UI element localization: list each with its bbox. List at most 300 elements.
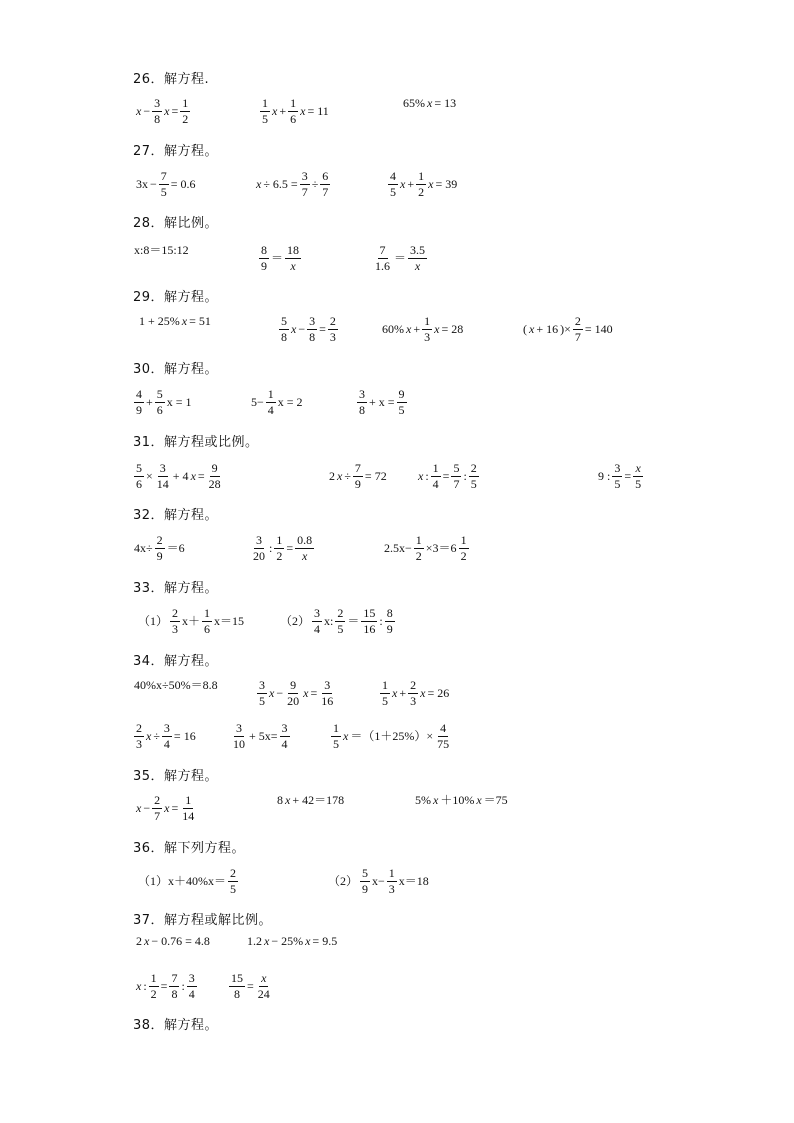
equation-text: = 0.6 [170,177,196,192]
equation-text: = [319,322,326,337]
equation-text: x [300,104,306,119]
equation-text: 1.2 [247,934,262,948]
question-title: 解方程或解比例。 [164,913,273,928]
fraction-denominator: 8 [281,329,287,344]
question-number: 26． [133,72,165,87]
equation-text: − 25% [271,934,304,948]
fraction-numerator: 3 [259,678,265,692]
fraction-denominator: 9 [354,476,361,491]
question-number: 38． [133,1018,165,1033]
fraction [388,170,398,198]
fraction-denominator: 4 [188,986,195,1001]
fraction [266,388,276,416]
fraction-denominator: 5 [259,693,265,708]
question-number: 37． [133,913,165,928]
fraction-numerator: 7 [171,971,178,985]
fraction-numerator: 2 [410,678,417,692]
equation-text: + 42＝178 [292,793,345,807]
fraction [360,867,370,895]
equation [372,244,428,272]
equation-text: ÷ 6.5 = [263,177,298,192]
equation-text: + 5x= [249,729,278,744]
fraction [312,607,322,635]
equation-text: × [146,469,153,484]
equation [133,388,193,416]
fraction [353,462,363,490]
equation-text: = 140 [584,322,613,337]
equation-text: + x = [369,395,395,410]
equation [328,462,388,490]
question-heading [133,212,218,231]
equation-text: x [337,469,343,484]
equation-text: ÷ [344,469,351,484]
fraction-numerator: x [635,461,641,475]
equation-text: = 11 [307,104,329,119]
fraction-numerator: 3 [309,314,316,328]
fraction-denominator: 16 [321,693,334,708]
fraction-denominator: 6 [290,111,297,126]
equation-text: 1 + 25% [139,314,180,328]
fraction-numerator: 1 [460,533,467,547]
fraction-denominator: 5 [337,621,344,636]
equation-text: x [427,96,433,110]
equation-text: x [529,322,535,337]
question-number: 36． [133,841,165,856]
fraction [387,867,397,895]
fraction-numerator: 1 [424,314,431,328]
fraction-numerator: 4 [136,387,142,401]
equation [250,388,304,416]
fraction [414,534,424,562]
fraction [373,244,392,272]
equation [255,170,331,198]
equation-text: − [143,104,151,119]
question-title: 解方程. [164,72,210,87]
equation-text: x [136,979,142,994]
equation [133,722,197,750]
fraction-numerator: 3.5 [410,243,426,257]
equation-text: 9 : [598,469,611,484]
equation-text: x [164,801,170,816]
fraction-denominator: 3 [329,329,336,344]
fraction-numerator: 7 [354,461,361,475]
fraction-denominator: 14 [156,476,169,491]
fraction-denominator: 5 [262,111,268,126]
equation-text: ＝75 [483,793,508,807]
fraction-denominator: 2 [182,111,189,126]
equation-text: + 16 [536,322,559,337]
equation-text: 8 [277,793,283,807]
fraction-numerator: 3 [163,721,170,735]
equation-text: 60% [382,322,404,337]
fraction-numerator: 9 [211,461,218,475]
fraction-denominator: 9 [386,621,393,636]
equation [133,244,190,256]
equation-text: ÷ [153,729,160,744]
question-title: 解比例。 [164,216,219,231]
fraction-numerator: 1 [382,678,388,692]
equation-text: x [146,729,152,744]
fraction [155,534,165,562]
fraction-denominator: 3 [388,881,395,896]
equation [133,679,219,691]
fraction [257,679,267,707]
equation-text: 3x [136,177,148,192]
fraction-denominator: 4 [267,402,274,417]
equation-text: x [144,934,150,948]
equation-text: x＋ [182,614,201,629]
question-heading [133,431,259,450]
fraction-numerator: 2 [337,606,344,620]
equation-text: x [476,793,482,807]
equation [135,97,191,125]
question-number: 32． [133,508,165,523]
fraction-numerator: 3 [236,721,242,735]
fraction-numerator: 2 [470,461,477,475]
fraction [469,462,479,490]
fraction-numerator: 8 [386,606,393,620]
fraction [573,315,583,343]
fraction [170,607,180,635]
fraction-denominator: 5 [635,476,642,491]
equation-text: 2 [136,934,142,948]
fraction-denominator: x [290,258,296,273]
fraction-numerator: 2 [574,314,581,328]
equation-text: = [247,979,254,994]
fraction [408,679,418,707]
equation-text: x: [324,614,334,629]
fraction-numerator: 4 [440,721,447,735]
fraction [180,794,196,822]
equation-text: = [286,541,294,556]
fraction [385,607,395,635]
fraction [285,244,301,272]
equation-text: = [171,104,179,119]
fraction [256,972,272,1000]
fraction-numerator: 5 [156,387,163,401]
question-number: 28． [133,216,165,231]
equation-text: ＝ [394,251,407,266]
question-number: 30． [133,362,165,377]
equation [402,97,457,109]
equation-text: （2） [280,614,311,629]
fraction-numerator: 2 [136,721,142,735]
equation [256,679,336,707]
equation-text: x = 1 [166,395,192,410]
equation [135,935,211,947]
fraction [300,170,310,198]
equation [417,462,480,490]
fraction [335,607,345,635]
fraction [134,388,144,416]
fraction-denominator: 9 [362,881,369,896]
question-number: 31． [133,435,165,450]
fraction-numerator: 8 [261,243,267,257]
fraction-numerator: 9 [398,387,405,401]
question-heading [133,577,218,596]
fraction [320,170,330,198]
equation-text: = [197,469,205,484]
equation-text: x [285,793,291,807]
equation-text: 2.5x− [384,541,412,556]
fraction-numerator: 3 [256,533,262,547]
equation [383,534,470,562]
fraction [279,315,289,343]
fraction-numerator: 3 [324,678,331,692]
fraction-numerator: 3 [614,461,621,475]
question-heading [133,68,209,87]
equation [381,315,464,343]
fraction-denominator: 5 [398,402,405,417]
equation-text: x [434,322,440,337]
equation-text: x [181,314,188,328]
fraction-denominator: 5 [382,693,388,708]
fraction-numerator: x [261,971,267,985]
fraction [149,972,159,1000]
fraction [319,679,335,707]
fraction-denominator: 4 [314,621,321,636]
equation-text: x [400,177,406,192]
fraction-denominator: 1.6 [375,258,390,273]
fraction [134,722,144,750]
fraction-denominator: 20 [253,548,265,563]
equation-text: = 26 [427,686,450,701]
fraction-denominator: 3 [136,736,142,751]
fraction-denominator: 28 [208,476,221,491]
question-heading [133,1014,218,1033]
equation-text: = 39 [435,177,458,192]
equation-text: − 0.76 = 4.8 [151,934,210,948]
fraction-denominator: 24 [257,986,270,1001]
fraction-denominator: 7 [154,808,161,823]
question-number: 27． [133,144,165,159]
fraction-denominator: 4 [163,736,170,751]
fraction-numerator: 9 [290,678,297,692]
fraction-denominator: 14 [182,808,195,823]
fraction-denominator: x [414,258,421,273]
equation-text: + [146,395,153,410]
fraction-numerator: 1 [262,96,268,110]
fraction-denominator: 8 [234,986,240,1001]
equation [387,170,458,198]
equation-text: （1）x＋40%x＝ [138,874,226,889]
fraction-numerator: 3 [359,387,365,401]
equation-text: = 9.5 [312,934,338,948]
fraction-denominator: 9 [156,548,163,563]
question-title: 解方程。 [164,654,219,669]
fraction-denominator: 6 [136,476,142,491]
fraction [169,972,179,1000]
equation-text: = [171,801,179,816]
fraction-denominator: 2 [418,184,425,199]
fraction [633,462,643,490]
equation-text: : [181,979,185,994]
fraction [431,462,441,490]
equation-text: − [143,801,151,816]
equation [414,794,509,806]
equation-text: x [136,104,142,119]
equation [258,244,302,272]
equation-text: 40%x÷50%＝8.8 [134,678,218,692]
equation-text: x [305,934,311,948]
fraction-numerator: 3 [281,721,288,735]
fraction [295,534,314,562]
equation [228,972,273,1000]
fraction-numerator: 1 [267,387,274,401]
equation-text: x = 2 [277,395,303,410]
fraction-denominator: 5 [614,476,621,491]
equation [137,867,239,895]
equation [133,462,224,490]
fraction-denominator: 3 [172,621,179,636]
fraction [155,388,165,416]
question-title: 解方程。 [164,290,219,305]
fraction-numerator: 5 [136,461,142,475]
equation-text: = [310,686,318,701]
fraction-denominator: 7 [453,476,460,491]
fraction-denominator: 6 [204,621,211,636]
equation-text: 5− [251,395,264,410]
fraction-numerator: 1 [333,721,339,735]
equation [278,315,339,343]
fraction [280,722,290,750]
equation-text: = [160,979,168,994]
fraction [435,722,451,750]
equation-text: ÷ [311,177,319,192]
equation [135,972,198,1000]
equation [356,388,408,416]
question-heading [133,837,245,856]
fraction-numerator: 1 [432,461,439,475]
equation [250,534,315,562]
fraction [155,462,171,490]
fraction-denominator: 9 [261,258,267,273]
question-title: 解方程。 [164,581,219,596]
fraction-numerator: 1 [388,866,395,880]
fraction-numerator: 2 [156,533,163,547]
fraction [397,388,407,416]
fraction-numerator: 1 [290,96,297,110]
fraction [331,722,341,750]
fraction-numerator: 2 [154,793,161,807]
equation-text: + 4 [172,469,189,484]
fraction [422,315,432,343]
fraction-numerator: 1 [418,169,425,183]
fraction-numerator: 3 [159,461,166,475]
equation-text: 2 [329,469,335,484]
fraction [259,244,269,272]
fraction-numerator: 5 [453,461,460,475]
fraction-denominator: 5 [333,736,339,751]
equation-text: x [406,322,412,337]
equation-text: + [279,104,287,119]
question-heading [133,286,218,305]
fraction-numerator: 1 [182,96,189,110]
question-heading [133,140,218,159]
question-number: 29． [133,290,165,305]
fraction-denominator: 10 [233,736,245,751]
fraction-numerator: 5 [281,314,287,328]
fraction-numerator: 3 [188,971,195,985]
fraction-numerator: 3 [301,169,308,183]
equation-text: : [143,979,147,994]
equation-text: x [256,177,262,192]
fraction [260,97,270,125]
fraction-numerator: 0.8 [297,533,313,547]
fraction [307,315,317,343]
fraction-denominator: 8 [359,402,365,417]
equation-text: 5% [415,793,431,807]
fraction-numerator: 5 [362,866,369,880]
equation-text: ×3＝6 [425,541,457,556]
equation-text: = [624,469,632,484]
fraction-denominator: 2 [415,548,422,563]
fraction-numerator: 7 [160,169,167,183]
equation-text: = 13 [434,96,457,110]
equation-text: （2） [328,874,359,889]
fraction-denominator: 5 [230,881,236,896]
fraction-numerator: 3 [154,96,161,110]
fraction-numerator: 1 [415,533,422,547]
equation-text: x [291,322,297,337]
fraction [207,462,223,490]
equation-text: = 51 [189,314,211,328]
equation-text: + [399,686,407,701]
fraction-denominator: 2 [460,548,467,563]
fraction [380,679,390,707]
fraction [408,244,427,272]
equation-text: : [463,469,467,484]
equation-text: − [298,322,306,337]
fraction-denominator: 3 [410,693,417,708]
equation-text: + [407,177,415,192]
fraction [416,170,426,198]
equation-text: x− [372,874,385,889]
equation [276,794,345,806]
fraction [274,534,284,562]
fraction-denominator: 5 [470,476,477,491]
question-heading [133,358,218,377]
fraction [361,607,377,635]
equation-text: x [343,729,349,744]
question-title: 解方程。 [164,769,219,784]
equation-text: x＝18 [398,874,429,889]
equation [230,722,291,750]
fraction-numerator: 1 [276,533,283,547]
equation [138,315,212,327]
equation-text: （1） [138,614,169,629]
fraction-denominator: 8 [309,329,316,344]
fraction [328,315,338,343]
equation-text: x [269,686,275,701]
equation-text: x [272,104,278,119]
fraction-denominator: 75 [437,736,450,751]
equation [330,722,452,750]
fraction [459,534,469,562]
question-heading [133,765,218,784]
fraction-denominator: 5 [160,184,167,199]
fraction [251,534,267,562]
equation-text: x [418,469,424,484]
equation-text: = [442,469,450,484]
question-title: 解下列方程。 [164,841,246,856]
fraction-numerator: 7 [379,243,386,257]
fraction-denominator: 20 [287,693,300,708]
equation-text: x [433,793,439,807]
fraction [180,97,190,125]
fraction [357,388,367,416]
question-title: 解方程。 [164,508,219,523]
